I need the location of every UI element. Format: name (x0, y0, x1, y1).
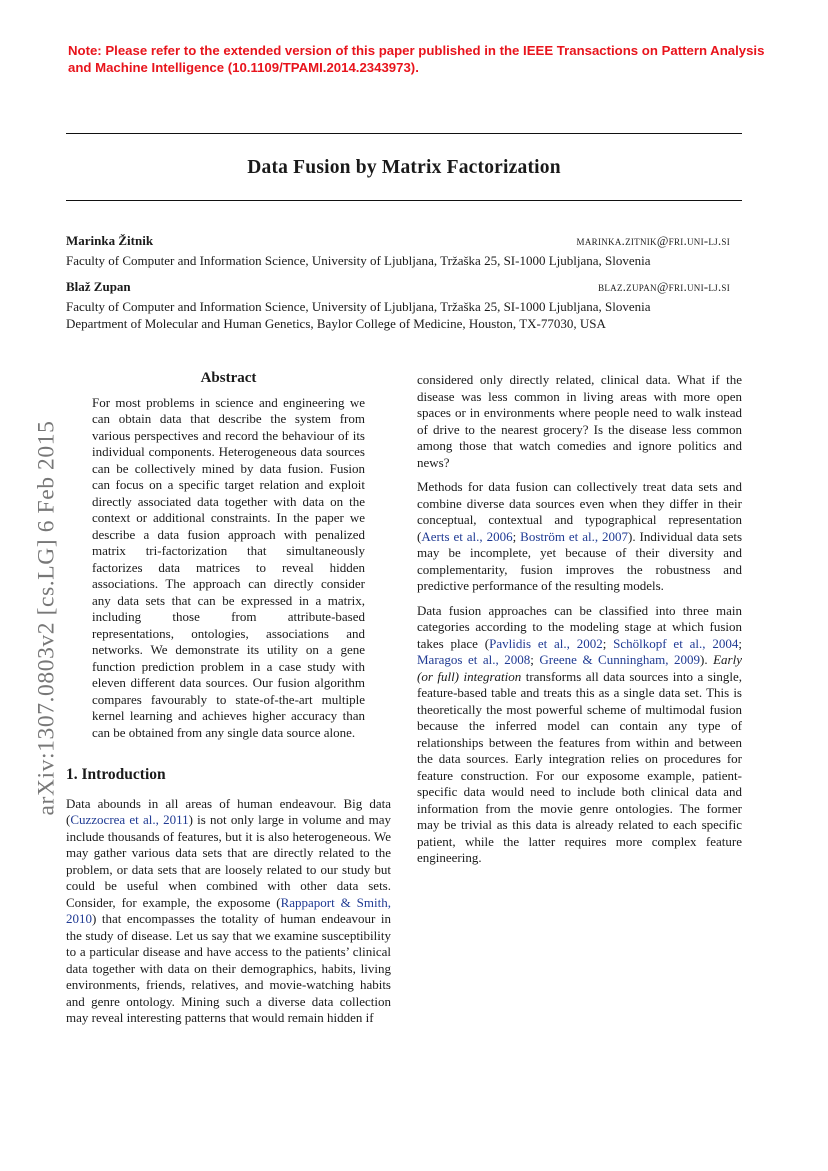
title-rule-top (66, 133, 742, 134)
citation-link[interactable]: Rappaport & Smith, 2010 (66, 894, 391, 926)
citation-link[interactable]: Cuzzocrea et al., 2011 (70, 812, 189, 827)
paper-title: Data Fusion by Matrix Factorization (247, 157, 561, 178)
intro-paragraph-1: Data abounds in all areas of human endeavour. Big data (Cuzzocrea et al., 2011) is not only large in volume and may include thousands of features, but it is also heterogeneous. We may gather various data sets that are directly related to the problem, or data sets that are loosely related to our study but could be useful when combined with other data sets. Consider, for example, the exposome (Rappaport & Smith, 2010) that encompasses the totality of human endeavour in the study of disease. Let us say that we examine susceptibility to a particular disease and have access to the patients’ clinical data together with data on their demographics, habits, living environments, friends, relatives, and movie-watching habits and genre ontology. Mining such a diverse data collection may reveal interesting patterns that would remain hidden if (66, 795, 391, 1025)
author-affiliation: Department of Molecular and Human Genetics, Baylor College of Medicine, Houston, TX-77030, USA (66, 316, 606, 331)
intro-paragraph-2: Methods for data fusion can collectively treat data sets and combine diverse data sources even when they differ in their conceptual, contextual and typographical representation (Aerts et al., 2006; Boström et al., 2007). Individual data sets may be incomplete, yet because of their diversity and complementarity, fusion improves the robustness and predictive performance of the resulting models. (417, 479, 743, 593)
author-name: Blaž Zupan (66, 279, 131, 294)
intro-paragraph-3: Data fusion approaches can be classified into three main categories according to the modeling stage at which fusion takes place (Pavlidis et al., 2002; Schölkopf et al., 2004; Maragos et al., 2008; Greene & Cunningham, 2009). Early (or full) integration transforms all data sources into a single, feature-based table and treats this as a single data set. This is theoretically the most powerful scheme of multimodal fusion because the inferred model can contain any type of relationships between the features from within and between the data sources. Early integration relies on procedures for feature construction. For our exposome example, patient-specific data would need to include both clinical data and information from the movie genre ontologies. The former may be trivial as this data is already related to each specific patient, while the latter requires more complex feature engineering. (417, 602, 742, 865)
author-email[interactable]: blaz.zupan@fri.uni-lj.si (598, 280, 730, 294)
title-rule-bottom (66, 200, 742, 201)
intro-paragraph-1-continued: considered only directly related, clinical data. What if the disease was less common in living areas with more open spaces or in environments where people need to walk instead of drive to the nearest grocery? Is the disease less common among those that watch comedies and ignore politics and news? (417, 372, 742, 470)
citation-link[interactable]: Greene & Cunningham, 2009 (539, 652, 700, 667)
extended-version-note: Note: Please refer to the extended version of this paper published in the IEEE Transactions on Pattern Analysis and Machine Intelligence (10.1109/TPAMI.2014.2343973). (68, 43, 765, 75)
citation-link[interactable]: Aerts et al., 2006 (421, 528, 513, 544)
abstract-heading: Abstract (200, 370, 257, 386)
citation-link[interactable]: Maragos et al., 2008 (417, 652, 531, 667)
left-column (66, 370, 391, 1035)
arxiv-identifier: arXiv:1307.0803v2 [cs.LG] 6 Feb 2015 (33, 420, 60, 816)
author-affiliation: Faculty of Computer and Information Science, University of Ljubljana, Tržaška 25, SI-1000 Ljubljana, Slovenia (66, 299, 651, 314)
abstract-text: For most problems in science and engineering we can obtain data that describe the system from various perspectives and record the behaviour of its individual components. Heterogeneous data sources can be collectively mined by data fusion. Fusion can focus on a specific target relation and exploit directly associated data together with data on the context or additional constraints. In the paper we describe a data fusion approach with penalized matrix tri-factorization that simultaneously factorizes data matrices to reveal hidden associations. The approach can directly consider any data sets that can be expressed in a matrix, including those from attribute-based representations, ontologies, associations and networks. We demonstrate its utility on a gene function prediction problem in a case study with eleven different data sources. Our fusion algorithm compares favourably to state-of-the-art multiple kernel learning and achieves higher accuracy than can be obtained from any single data source alone. (92, 394, 365, 740)
author-2 (66, 279, 742, 295)
author-name: Marinka Žitnik (66, 233, 154, 248)
citation-link[interactable]: Pavlidis et al., 2002 (489, 635, 603, 651)
author-email[interactable]: marinka.zitnik@fri.uni-lj.si (576, 234, 730, 248)
citation-link[interactable]: Schölkopf et al., 2004 (613, 635, 739, 651)
section-heading: 1. Introduction (66, 766, 166, 783)
citation-link[interactable]: Boström et al., 2007 (520, 528, 629, 544)
author-1 (66, 233, 742, 249)
emphasis: Early (or full) integration (417, 652, 742, 684)
author-affiliation: Faculty of Computer and Information Science, University of Ljubljana, Tržaška 25, SI-1000 Ljubljana, Slovenia (66, 253, 651, 268)
right-column (417, 372, 742, 875)
